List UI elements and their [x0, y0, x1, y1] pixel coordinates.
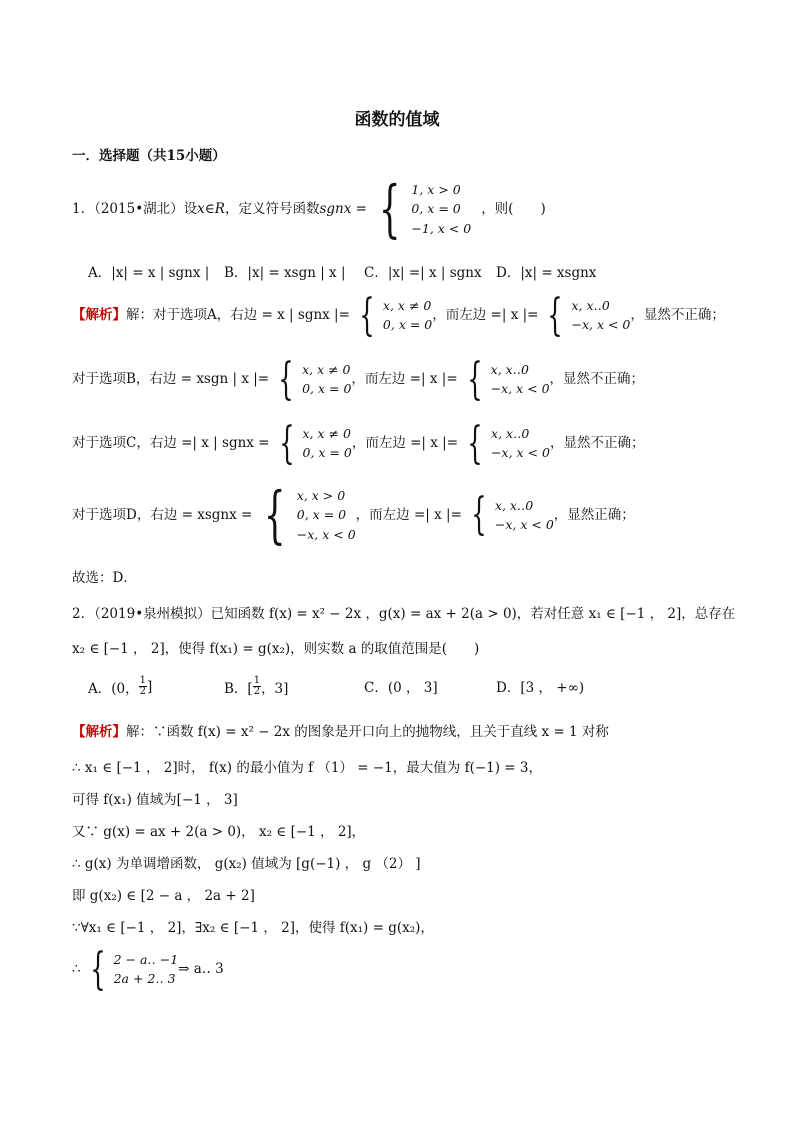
q2-step-3: 可得 f(x₁) 值域为[−1 ， 3] — [72, 792, 238, 808]
case-line: x, x ≠ 0 — [382, 298, 432, 313]
case-line: 2a + 2‥ 3 — [113, 971, 176, 987]
brace: { — [278, 353, 294, 405]
q1-case-1: 1, x > 0 — [411, 182, 461, 197]
case-line: x, x‥0 — [491, 426, 530, 441]
fraction — [253, 676, 261, 697]
brace: { — [359, 289, 375, 341]
q2-option-a-pre: A．(0， — [88, 680, 139, 697]
q1-analysis-a — [72, 289, 725, 341]
case-nonzero — [302, 360, 351, 399]
q2-option-a — [88, 676, 152, 697]
case-abs — [495, 496, 554, 535]
case-line: −x, x < 0 — [490, 381, 550, 397]
q2-step-8-cases — [114, 950, 179, 989]
fraction-num: 1 — [253, 675, 261, 686]
case-line: x, x ≠ 0 — [302, 362, 351, 377]
q1-stem-post: ，则( ) — [481, 200, 546, 217]
case-abs — [571, 296, 630, 335]
brace: { — [471, 489, 487, 541]
q2-analysis-tag: 【解析】 — [72, 724, 126, 740]
q1-analysis-c — [72, 417, 645, 469]
case-line: −x, x < 0 — [571, 317, 631, 333]
case-line: x, x ≠ 0 — [302, 426, 351, 441]
q2-step-5: ∴ g(x) 为单调增函数， g(x₂) 值域为 [g(−1) ， g （2） ] — [72, 856, 421, 872]
q2-step-2: ∴ x₁ ∈ [−1 ， 2]时， f(x) 的最小值为 f （1） = −1，最大值为 f(−1) = 3， — [72, 760, 542, 776]
q2-analysis-1 — [72, 724, 609, 740]
q1-stem-mid: ，定义符号函数 — [224, 200, 320, 217]
q1-stem — [72, 172, 546, 246]
case-line: x, x‥0 — [490, 362, 529, 377]
fraction — [139, 676, 147, 697]
q1-line-a-pre: 解：对于选项A，右边 = x | sgnx |= — [126, 307, 350, 324]
case-line: 2 − a‥ −1 — [113, 952, 179, 967]
case-abs — [491, 360, 550, 399]
q1-analysis-b — [72, 353, 645, 405]
q2-option-b-post: ，3] — [261, 680, 289, 697]
verdict-text: ，显然不正确； — [549, 371, 645, 388]
q1-line-c-pre: 对于选项C，右边 =| x | sgnx = — [72, 435, 270, 452]
case-nonzero — [383, 296, 432, 335]
q2-option-b-pre: B．[ — [224, 680, 253, 697]
case-line: −x, x < 0 — [491, 445, 550, 461]
brace: { — [264, 478, 286, 552]
q1-case-2: 0, x = 0 — [411, 201, 461, 217]
q2-step-8-post: ⇒ a‥ 3 — [178, 961, 224, 978]
fraction-den: 2 — [139, 686, 146, 697]
q2-step-7: ∵∀x₁ ∈ [−1 ， 2]，∃x₂ ∈ [−1 ， 2]，使得 f(x₁) = g(x₂)， — [72, 920, 434, 936]
brace: { — [466, 353, 483, 405]
q1-stem-xr: x∈R — [197, 200, 225, 217]
q2-step-1: 解：∵函数 f(x) = x² − 2x 的图象是开口向上的抛物线，且关于直线 x = 1 对称 — [126, 724, 609, 740]
case-line: 0, x = 0 — [296, 507, 347, 523]
q2-stem-line-1: 2．（2019•泉州模拟）已知函数 f(x) = x² − 2x ，g(x) = ax + 2(a > 0)，若对任意 x₁ ∈ [−1 ， 2]，总存在 — [72, 606, 736, 622]
page-title: 函数的值域 — [354, 110, 440, 130]
case-nonzero — [303, 424, 352, 463]
verdict-text: ，显然正确； — [553, 506, 635, 523]
brace: { — [547, 289, 564, 341]
case-d — [297, 486, 356, 544]
q1-brace: { — [378, 172, 401, 246]
case-line: 0, x = 0 — [382, 317, 433, 333]
q1-stem-pre: 1．（2015•湖北）设 — [72, 200, 198, 217]
left-abs-label: ，而左边 =| x |= — [351, 371, 458, 388]
q2-stem-line-2: x₂ ∈ [−1 ， 2]，使得 f(x₁) = g(x₂)，则实数 a 的取值范围是( ) — [72, 641, 480, 657]
left-abs-label: ，而左边 =| x |= — [355, 506, 462, 523]
brace: { — [278, 417, 295, 469]
case-line: 0, x = 0 — [302, 381, 352, 397]
case-line: 0, x = 0 — [302, 445, 352, 461]
brace: { — [467, 417, 483, 469]
fraction-num: 1 — [139, 675, 146, 686]
q1-analysis-d — [72, 478, 635, 552]
q1-line-d-pre: 对于选项D，右边 = xsgnx = — [72, 506, 253, 523]
q2-step-6: 即 g(x₂) ∈ [2 − a ， 2a + 2] — [72, 888, 255, 904]
verdict-text: ，显然不正确； — [549, 435, 645, 452]
case-line: x, x > 0 — [296, 488, 346, 503]
fraction-den: 2 — [253, 686, 261, 697]
q1-option-b: B．|x| = xsgn | x | — [224, 265, 346, 281]
brace: { — [89, 943, 106, 995]
verdict-text: ，显然不正确； — [630, 307, 725, 324]
left-abs-label: ，而左边 =| x |= — [351, 435, 459, 452]
q1-option-d: D．|x| = xsgnx — [496, 265, 597, 281]
q1-answer: 故选：D． — [72, 570, 137, 586]
section-heading: 一．选择题（共15小题） — [72, 148, 226, 164]
q2-option-d: D．[3 ， +∞) — [496, 680, 585, 696]
case-line: x, x‥0 — [571, 298, 610, 313]
case-line: x, x‥0 — [494, 497, 534, 513]
q1-cases — [411, 180, 471, 238]
case-abs — [491, 424, 550, 463]
q1-stem-sgn: sgnx = — [319, 200, 367, 217]
q2-option-b — [224, 676, 288, 697]
q2-option-c: C．(0 ， 3] — [364, 680, 438, 696]
q2-step-4: 又∵ g(x) = ax + 2(a > 0)， x₂ ∈ [−1 ， 2]， — [72, 824, 366, 840]
q1-case-3: −1, x < 0 — [411, 220, 472, 236]
q1-option-c: C．|x| =| x | sgnx — [364, 265, 482, 281]
left-abs-label: ，而左边 =| x |= — [432, 307, 539, 324]
q1-option-a: A．|x| = x | sgnx | — [88, 265, 210, 281]
q2-step-8 — [72, 943, 224, 995]
q1-analysis-tag: 【解析】 — [72, 307, 126, 324]
q2-step-8-pre: ∴ — [72, 961, 81, 978]
q2-option-a-post: ] — [146, 678, 153, 695]
q1-line-b-pre: 对于选项B，右边 = xsgn | x |= — [72, 371, 270, 388]
case-line: −x, x < 0 — [494, 517, 554, 533]
case-line: −x, x < 0 — [296, 526, 356, 542]
